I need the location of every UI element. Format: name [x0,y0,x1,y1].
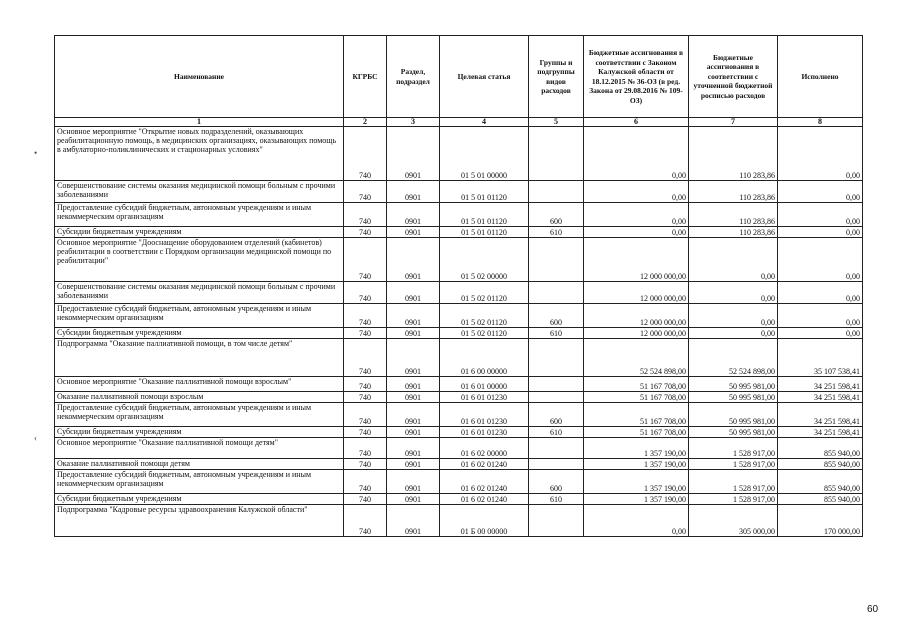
header-budget-law: Бюджетные ассигнования в соответствии с Законом Калужской области от 18.12.2015 № 36-ОЗ (в ред. Закона от 29.08.2016 № 109-ОЗ) [584,36,689,118]
cell-executed: 0,00 [778,304,863,328]
cell-kgrbs: 740 [344,438,387,459]
cell-kgrbs: 740 [344,427,387,438]
cell-executed: 0,00 [778,282,863,304]
cell-group [529,392,584,403]
cell-budget-list: 1 528 917,00 [689,438,778,459]
cell-budget-list: 0,00 [689,238,778,282]
header-kgrbs: КГРБС [344,36,387,118]
cell-executed: 34 251 598,41 [778,392,863,403]
cell-name: Совершенствование системы оказания медицинской помощи больным с прочими заболеваниями [55,282,344,304]
cell-section: 0901 [387,505,440,537]
cell-budget-law: 0,00 [584,505,689,537]
table-row [55,127,863,181]
cell-section: 0901 [387,238,440,282]
table-body [55,127,863,537]
cell-section: 0901 [387,339,440,377]
cell-budget-list: 110 283,86 [689,227,778,238]
cell-budget-list: 50 995 981,00 [689,377,778,392]
cell-budget-list: 1 528 917,00 [689,459,778,470]
cell-executed: 855 940,00 [778,438,863,459]
cell-executed: 0,00 [778,227,863,238]
cell-budget-law: 51 167 708,00 [584,403,689,427]
cell-budget-law: 0,00 [584,203,689,227]
cell-executed: 855 940,00 [778,470,863,494]
header-section: Раздел, подраздел [387,36,440,118]
cell-budget-list: 0,00 [689,282,778,304]
cell-group: 610 [529,227,584,238]
table-row [55,494,863,505]
column-number: 8 [778,118,863,127]
table-row [55,238,863,282]
cell-kgrbs: 740 [344,459,387,470]
cell-target: 01 6 02 01240 [440,470,529,494]
cell-budget-list: 305 000,00 [689,505,778,537]
table-row [55,470,863,494]
cell-executed: 855 940,00 [778,494,863,505]
cell-executed: 34 251 598,41 [778,427,863,438]
cell-executed: 34 251 598,41 [778,377,863,392]
margin-mark: ‹ [34,433,37,443]
cell-target: 01 5 02 00000 [440,238,529,282]
cell-target: 01 5 01 01120 [440,181,529,203]
cell-name: Субсидии бюджетным учреждениям [55,227,344,238]
cell-budget-law: 12 000 000,00 [584,328,689,339]
table-row [55,392,863,403]
budget-table [54,35,863,537]
cell-kgrbs: 740 [344,470,387,494]
table-row [55,377,863,392]
cell-executed: 35 107 538,41 [778,339,863,377]
cell-budget-law: 51 167 708,00 [584,427,689,438]
cell-group [529,339,584,377]
cell-kgrbs: 740 [344,304,387,328]
cell-kgrbs: 740 [344,494,387,505]
column-number-row [55,118,863,127]
cell-group [529,282,584,304]
cell-budget-list: 1 528 917,00 [689,494,778,505]
cell-target: 01 5 01 01120 [440,203,529,227]
cell-section: 0901 [387,181,440,203]
cell-kgrbs: 740 [344,377,387,392]
cell-group [529,377,584,392]
cell-section: 0901 [387,403,440,427]
cell-budget-law: 1 357 190,00 [584,470,689,494]
header-name: Наименование [55,36,344,118]
cell-budget-list: 0,00 [689,328,778,339]
cell-budget-law: 0,00 [584,181,689,203]
cell-section: 0901 [387,427,440,438]
cell-section: 0901 [387,392,440,403]
table-row [55,203,863,227]
column-number: 7 [689,118,778,127]
cell-budget-law: 1 357 190,00 [584,494,689,505]
cell-kgrbs: 740 [344,403,387,427]
cell-group: 610 [529,427,584,438]
cell-name: Подпрограмма "Кадровые ресурсы здравоохранения Калужской области" [55,505,344,537]
cell-section: 0901 [387,459,440,470]
cell-executed: 0,00 [778,238,863,282]
header-budget-list: Бюджетные ассигнования в соответствии с уточненной бюджетной росписью расходов [689,36,778,118]
cell-budget-law: 52 524 898,00 [584,339,689,377]
cell-name: Субсидии бюджетным учреждениям [55,328,344,339]
page-number: 60 [867,604,879,615]
cell-section: 0901 [387,227,440,238]
table-row [55,304,863,328]
cell-name: Предоставление субсидий бюджетным, автономным учреждениям и иным некоммерческим организациям [55,203,344,227]
cell-budget-law: 12 000 000,00 [584,304,689,328]
cell-target: 01 5 02 01120 [440,304,529,328]
cell-section: 0901 [387,328,440,339]
header-executed: Исполнено [778,36,863,118]
column-number: 2 [344,118,387,127]
header-groups: Группы и подгруппы видов расходов [529,36,584,118]
table-row [55,339,863,377]
cell-section: 0901 [387,203,440,227]
cell-name: Основное мероприятие "Оказание паллиативной помощи взрослым" [55,377,344,392]
cell-budget-list: 52 524 898,00 [689,339,778,377]
cell-group: 600 [529,403,584,427]
cell-executed: 34 251 598,41 [778,403,863,427]
cell-budget-law: 0,00 [584,127,689,181]
cell-name: Оказание паллиативной помощи детям [55,459,344,470]
cell-budget-list: 50 995 981,00 [689,403,778,427]
cell-executed: 0,00 [778,127,863,181]
table-row [55,438,863,459]
cell-target: 01 5 02 01120 [440,328,529,339]
cell-group: 600 [529,470,584,494]
cell-group [529,505,584,537]
table-row [55,505,863,537]
table-row [55,427,863,438]
table-row [55,459,863,470]
cell-target: 01 6 02 01240 [440,494,529,505]
table-row [55,181,863,203]
cell-group [529,459,584,470]
cell-budget-list: 1 528 917,00 [689,470,778,494]
column-number: 3 [387,118,440,127]
cell-budget-list: 0,00 [689,304,778,328]
cell-kgrbs: 740 [344,339,387,377]
cell-budget-list: 110 283,86 [689,181,778,203]
column-number: 5 [529,118,584,127]
cell-name: Субсидии бюджетным учреждениям [55,427,344,438]
cell-kgrbs: 740 [344,328,387,339]
cell-section: 0901 [387,470,440,494]
cell-name: Основное мероприятие "Оказание паллиативной помощи детям" [55,438,344,459]
cell-group: 600 [529,304,584,328]
cell-group [529,238,584,282]
cell-target: 01 6 01 01230 [440,403,529,427]
cell-kgrbs: 740 [344,392,387,403]
cell-target: 01 5 02 01120 [440,282,529,304]
cell-target: 01 6 00 00000 [440,339,529,377]
cell-name: Совершенствование системы оказания медицинской помощи больным с прочими заболеваниями [55,181,344,203]
cell-target: 01 5 01 01120 [440,227,529,238]
cell-budget-list: 50 995 981,00 [689,392,778,403]
column-number: 6 [584,118,689,127]
column-number: 4 [440,118,529,127]
cell-executed: 855 940,00 [778,459,863,470]
cell-name: Подпрограмма "Оказание паллиативной помощи, в том числе детям" [55,339,344,377]
cell-budget-law: 12 000 000,00 [584,282,689,304]
cell-group [529,181,584,203]
cell-kgrbs: 740 [344,227,387,238]
cell-kgrbs: 740 [344,505,387,537]
table-row [55,403,863,427]
cell-executed: 0,00 [778,181,863,203]
table-row [55,282,863,304]
cell-section: 0901 [387,494,440,505]
cell-budget-law: 12 000 000,00 [584,238,689,282]
header-row [55,36,863,118]
cell-section: 0901 [387,304,440,328]
cell-target: 01 6 02 01240 [440,459,529,470]
cell-section: 0901 [387,438,440,459]
cell-target: 01 Б 00 00000 [440,505,529,537]
cell-kgrbs: 740 [344,181,387,203]
cell-kgrbs: 740 [344,238,387,282]
cell-executed: 0,00 [778,328,863,339]
cell-target: 01 6 01 00000 [440,377,529,392]
cell-executed: 0,00 [778,203,863,227]
header-target: Целевая статья [440,36,529,118]
cell-name: Субсидии бюджетным учреждениям [55,494,344,505]
cell-name: Предоставление субсидий бюджетным, автономным учреждениям и иным некоммерческим организациям [55,470,344,494]
table-row [55,227,863,238]
cell-name: Оказание паллиативной помощи взрослым [55,392,344,403]
margin-mark: • [34,148,38,158]
cell-target: 01 5 01 00000 [440,127,529,181]
cell-group: 600 [529,203,584,227]
cell-executed: 170 000,00 [778,505,863,537]
cell-group: 610 [529,494,584,505]
cell-target: 01 6 01 01230 [440,392,529,403]
cell-budget-law: 1 357 190,00 [584,438,689,459]
cell-name: Предоставление субсидий бюджетным, автономным учреждениям и иным некоммерческим организациям [55,304,344,328]
table-row [55,328,863,339]
cell-section: 0901 [387,127,440,181]
cell-name: Основное мероприятие "Дооснащение оборудованием отделений (кабинетов) реабилитации в соответствии с Порядком организации медицинской помощи по реабилитации" [55,238,344,282]
cell-budget-law: 51 167 708,00 [584,392,689,403]
cell-kgrbs: 740 [344,127,387,181]
cell-target: 01 6 01 01230 [440,427,529,438]
cell-name: Основное мероприятие "Открытие новых подразделений, оказывающих реабилитационную помощь, в медицинских организациях, оказывающих помощь в амбулаторно-поликлинических и стационарных условиях" [55,127,344,181]
cell-group: 610 [529,328,584,339]
cell-budget-list: 110 283,86 [689,127,778,181]
cell-budget-list: 50 995 981,00 [689,427,778,438]
cell-budget-list: 110 283,86 [689,203,778,227]
column-number: 1 [55,118,344,127]
cell-group [529,438,584,459]
cell-budget-law: 51 167 708,00 [584,377,689,392]
cell-name: Предоставление субсидий бюджетным, автономным учреждениям и иным некоммерческим организациям [55,403,344,427]
cell-kgrbs: 740 [344,282,387,304]
cell-section: 0901 [387,377,440,392]
cell-kgrbs: 740 [344,203,387,227]
cell-budget-law: 0,00 [584,227,689,238]
cell-budget-law: 1 357 190,00 [584,459,689,470]
cell-section: 0901 [387,282,440,304]
cell-group [529,127,584,181]
cell-target: 01 6 02 00000 [440,438,529,459]
